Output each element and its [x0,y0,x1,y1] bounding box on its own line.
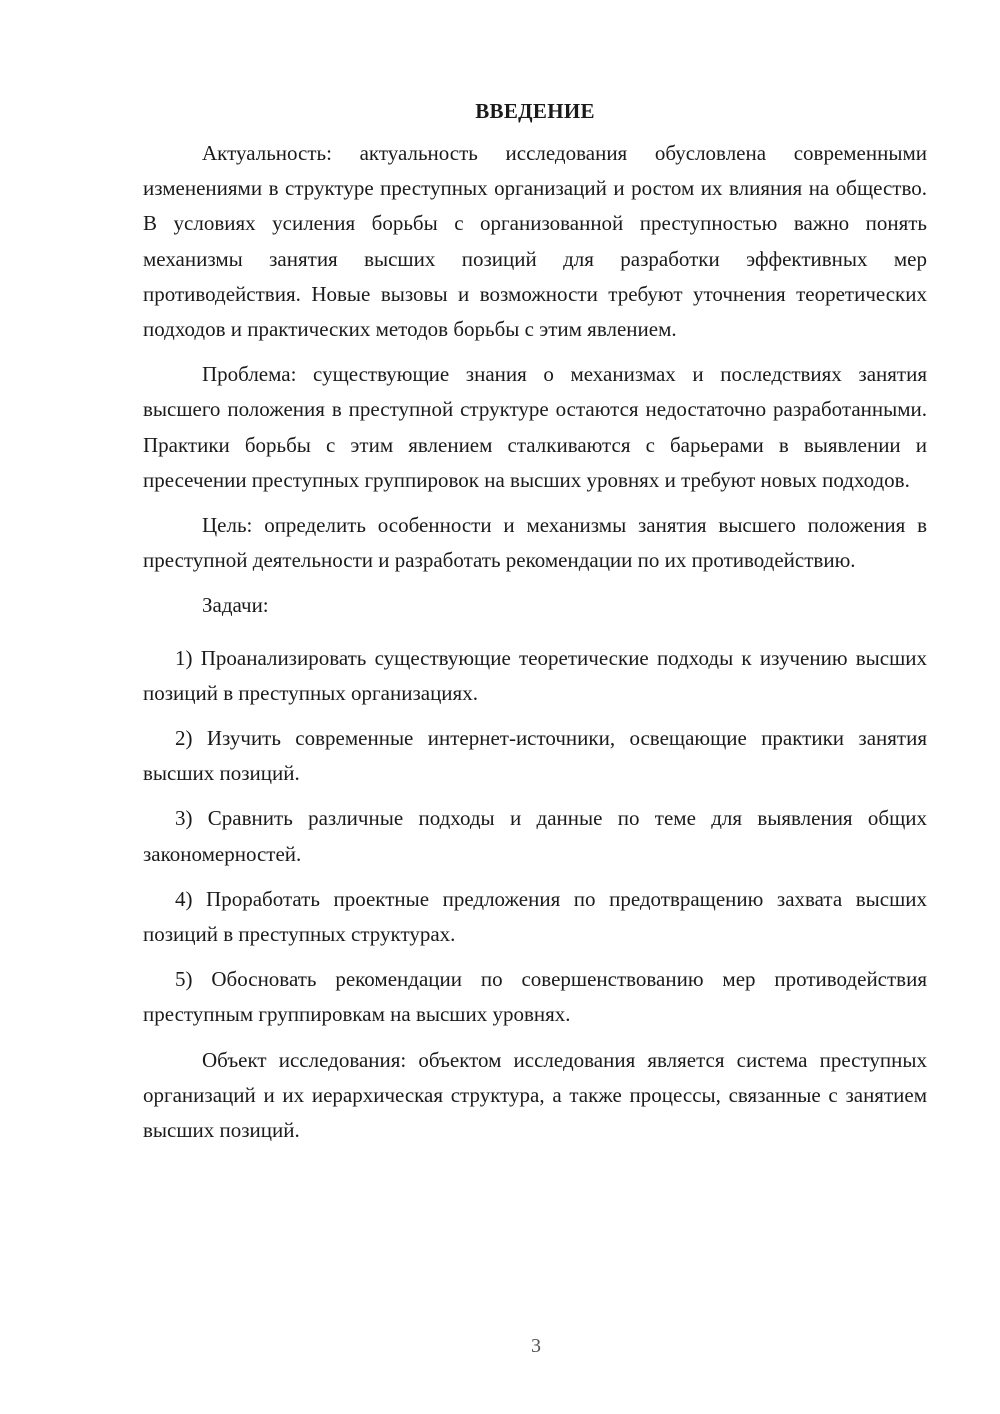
task-item-1: 1) Проанализировать существующие теоретические подходы к изучению высших позиций в преступных организациях. [143,645,927,705]
paragraph-relevance: Актуальность: актуальность исследования обусловлена современными изменениями в структуре преступных организаций и ростом их влияния на общество. В условиях усиления борьбы с организованной преступностью важно понять механизмы занятия высших позиций для разработки эффективных мер противодействия. Новые вызовы и возможности требуют уточнения теоретических подходов и практических методов борьбы с этим явлением. [143,141,927,342]
paragraph-object: Объект исследования: объектом исследования является система преступных организаций и их иерархическая структура, а также процессы, связанные с занятием высших позиций. [143,1047,927,1143]
task-item-3: 3) Сравнить различные подходы и данные по теме для выявления общих закономерностей. [143,806,927,866]
paragraph-problem: Проблема: существующие знания о механизмах и последствиях занятия высшего положения в преступной структуре остаются недостаточно разработанными. Практики борьбы с этим явлением сталкиваются с барьерами в выявлении и пресечении преступных группировок на высших уровнях и требуют новых подходов. [143,362,927,492]
section-heading: ВВЕДЕНИЕ [475,99,595,123]
document-page [143,96,927,1148]
task-list [143,641,927,1033]
tasks-label: Задачи: [202,593,269,618]
task-item-2: 2) Изучить современные интернет-источники, освещающие практики занятия высших позиций. [143,726,927,786]
task-item-5: 5) Обосновать рекомендации по совершенствованию мер противодействия преступным группировкам на высших уровнях. [143,967,927,1027]
page-number: 3 [531,1335,541,1357]
task-item-4: 4) Проработать проектные предложения по предотвращению захвата высших позиций в преступных структурах. [143,886,927,947]
paragraph-goal: Цель: определить особенности и механизмы занятия высшего положения в преступной деятельности и разработать рекомендации по их противодействию. [143,513,927,573]
